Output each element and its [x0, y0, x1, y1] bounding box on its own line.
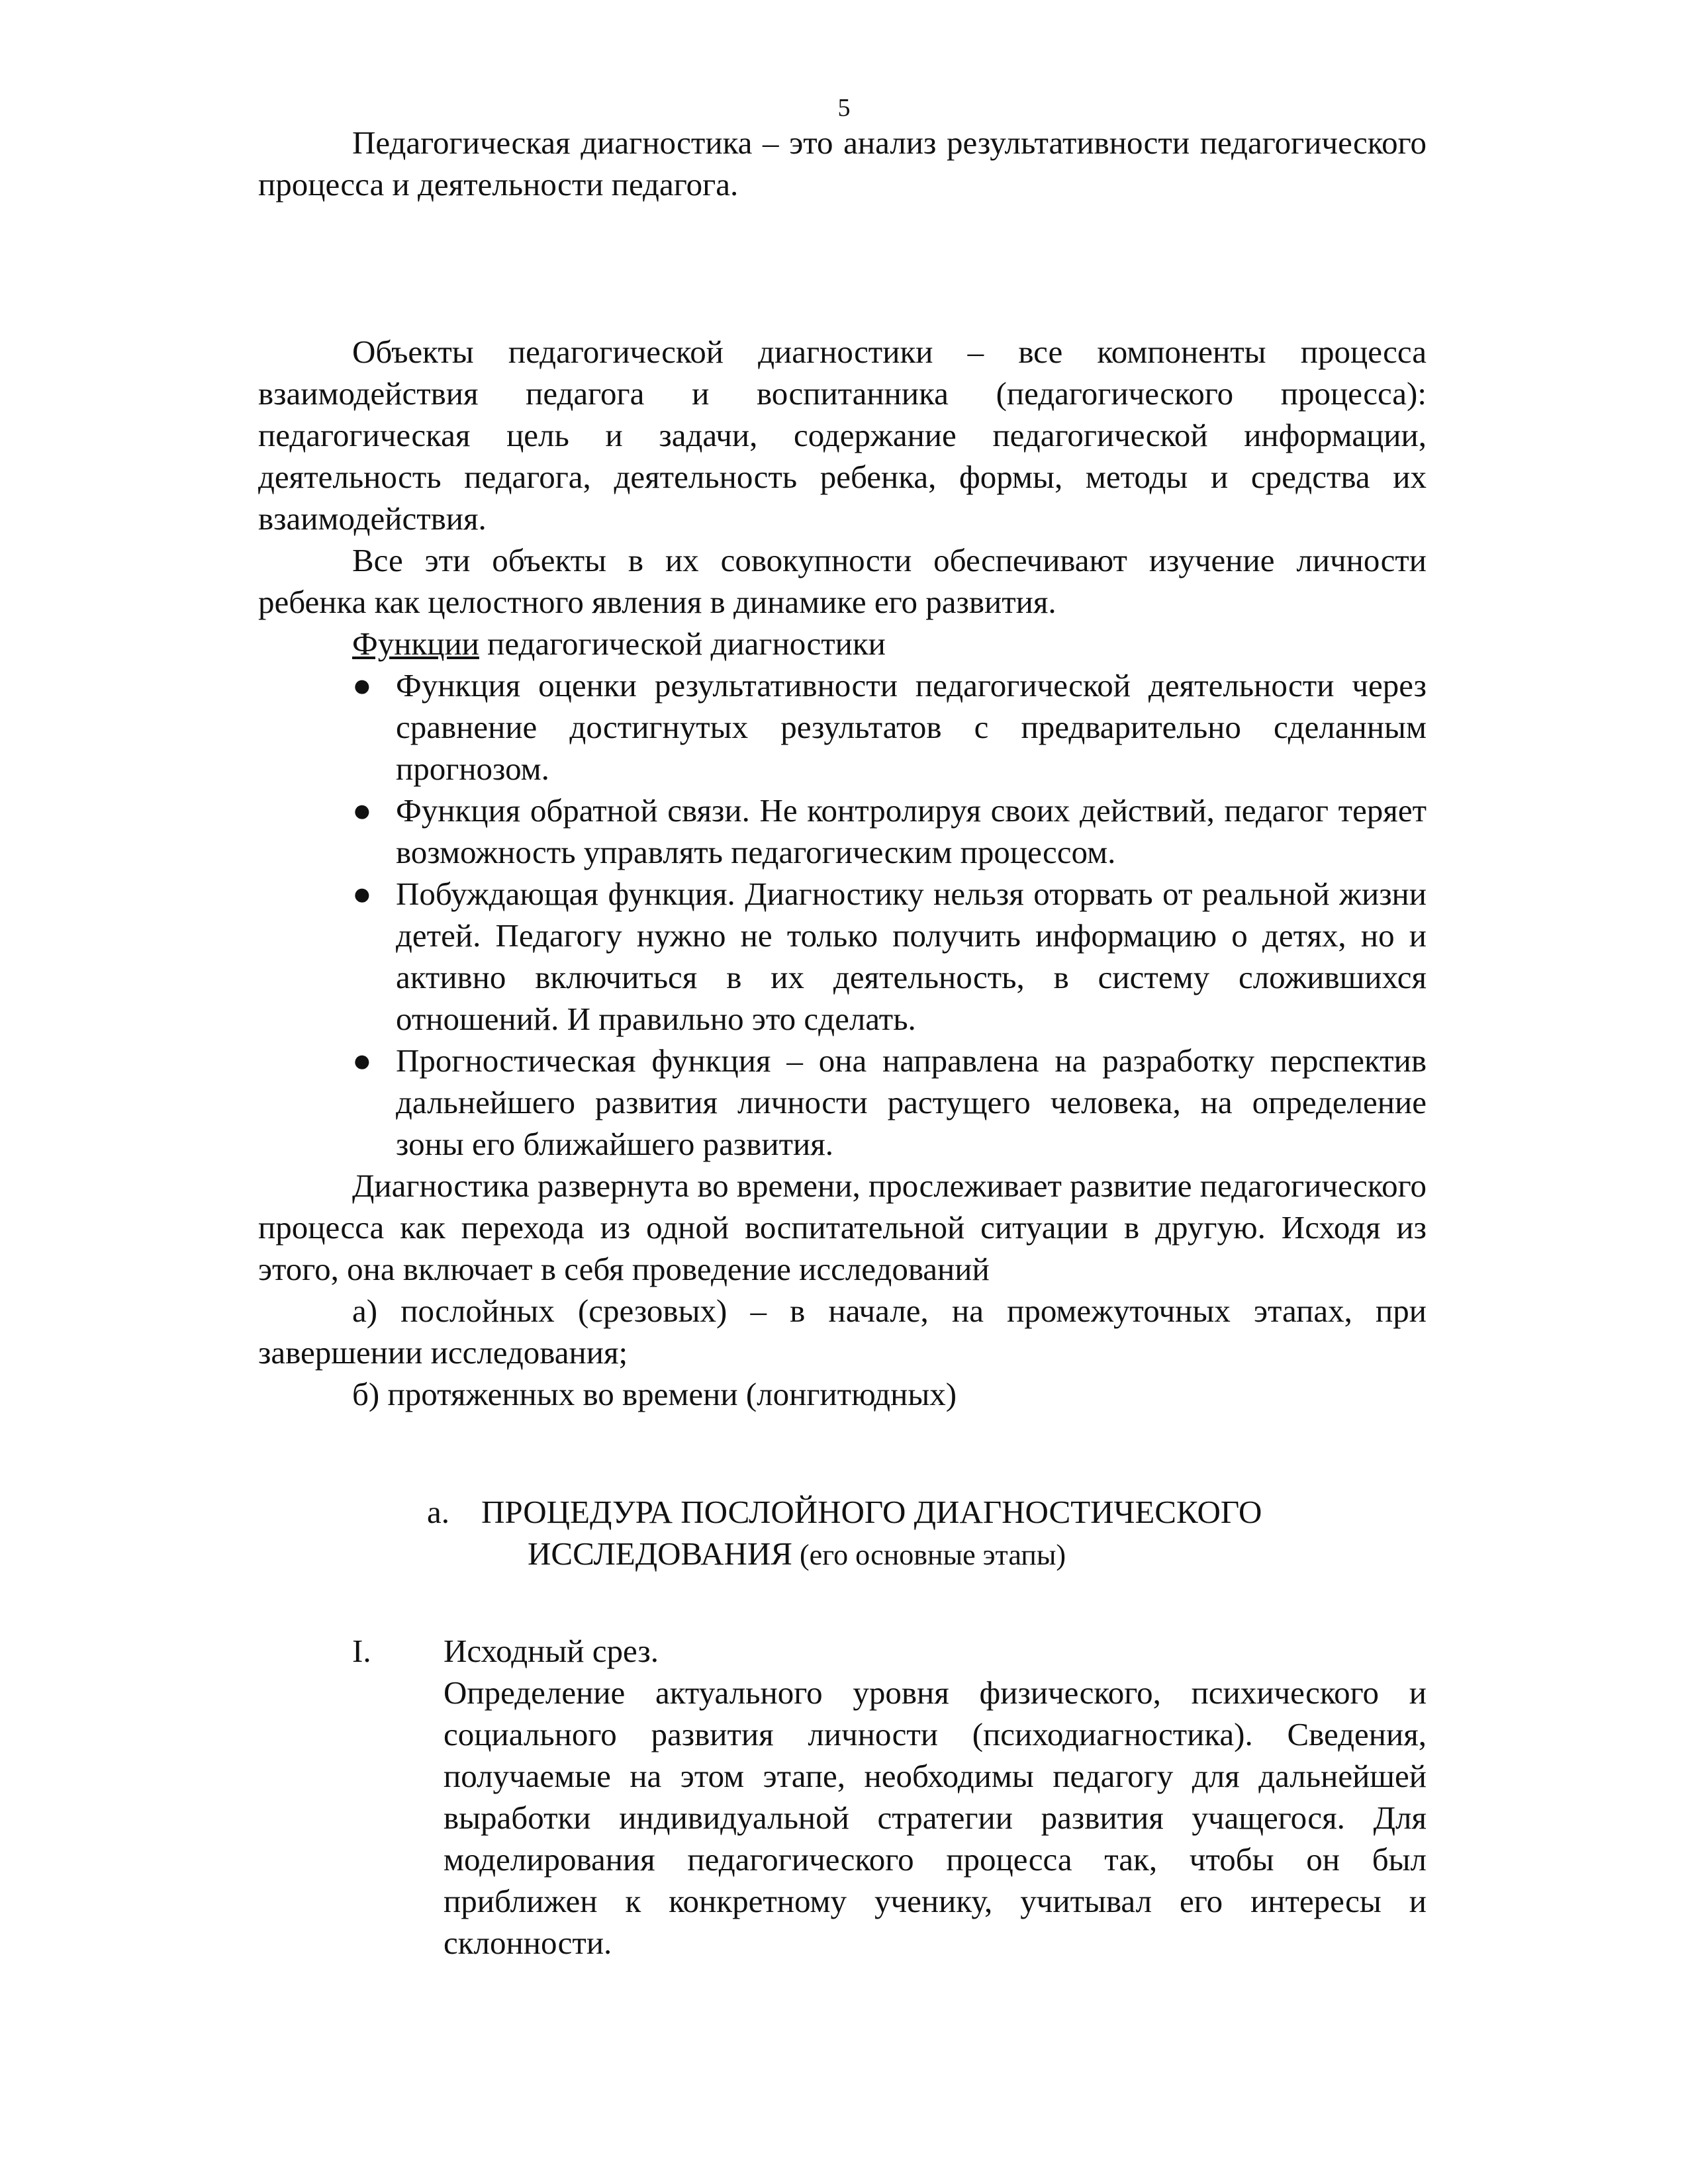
functions-title-underlined: Функции	[352, 625, 479, 662]
stage-numeral: I.	[352, 1633, 371, 1669]
stage-body: Определение актуального уровня физического, психического и социального развития личности (психодиагностика). Сведения, получаемые на этом этапе, необходимы педагогу для дальнейшей выработки индивидуальной стратегии развития учащегося. Для моделирования педагогического процесса так, чтобы он был приближен к конкретному ученику, учитывал его интересы и склонности.	[444, 1674, 1427, 1961]
list-item-text: Функция оценки результативности педагогической деятельности через сравнение достигнутых результатов с предварительно сделанным прогнозом.	[396, 667, 1427, 787]
list-item-text: Функция обратной связи. Не контролируя своих действий, педагог теряет возможность управлять педагогическим процессом.	[396, 792, 1427, 870]
heading-line-2-caps: ИССЛЕДОВАНИЯ	[528, 1535, 792, 1572]
heading-line-2	[427, 1533, 1347, 1576]
functions-title	[258, 623, 1427, 664]
functions-list	[258, 664, 1427, 1165]
section-heading	[258, 1491, 1427, 1576]
objects-paragraph: Объекты педагогической диагностики – все компоненты процесса взаимодействия педагога и воспитанника (педагогического процесса): педагогическая цель и задачи, содержание педагогической информации, деятельность педагога, деятельность ребенка, формы, методы и средства их взаимодействия.	[258, 334, 1427, 537]
bullet-icon: ●	[352, 792, 372, 829]
spacer	[258, 1415, 1427, 1491]
list-item-text: Прогностическая функция – она направлена на разработку перспектив дальнейшего развития личности растущего человека, на определение зоны его ближайшего развития.	[396, 1042, 1427, 1162]
spacer	[258, 1576, 1427, 1630]
bullet-icon: ●	[352, 667, 372, 704]
spacer	[258, 205, 1427, 331]
heading-line-1: ПРОЦЕДУРА ПОСЛОЙНОГО ДИАГНОСТИЧЕСКОГО	[481, 1494, 1262, 1530]
list-item	[258, 873, 1427, 1040]
research-item-b: б) протяженных во времени (лонгитюдных)	[352, 1376, 957, 1412]
stage-one	[258, 1630, 1427, 1964]
definition-paragraph: Педагогическая диагностика – это анализ результативности педагогического процесса и деятельности педагога.	[258, 124, 1427, 203]
list-item	[258, 1040, 1427, 1165]
functions-title-rest: педагогической диагностики	[479, 625, 886, 662]
bullet-icon: ●	[352, 1042, 372, 1079]
objects-totality-paragraph: Все эти объекты в их совокупности обеспечивают изучение личности ребенка как целостного явления в динамике его развития.	[258, 542, 1427, 620]
research-item-a: а) послойных (срезовых) – в начале, на промежуточных этапах, при завершении исследования;	[258, 1293, 1427, 1371]
bullet-icon: ●	[352, 876, 372, 912]
heading-marker: a.	[427, 1494, 449, 1530]
list-item	[258, 664, 1427, 790]
research-intro-paragraph: Диагностика развернута во времени, прослеживает развитие педагогического процесса как перехода из одной воспитательной ситуации в другую. Исходя из этого, она включает в себя проведение исследований	[258, 1167, 1427, 1287]
document-body	[258, 122, 1427, 1964]
heading-line-2-rest: (его основные этапы)	[792, 1539, 1066, 1571]
list-item-text: Побуждающая функция. Диагностику нельзя оторвать от реальной жизни детей. Педагогу нужно не только получить информацию о детях, но и активно включиться в их деятельность, в систему сложившихся отношений. И правильно это сделать.	[396, 876, 1427, 1037]
stage-title: Исходный срез.	[444, 1633, 659, 1669]
page-number: 5	[837, 94, 851, 122]
list-item	[258, 790, 1427, 873]
